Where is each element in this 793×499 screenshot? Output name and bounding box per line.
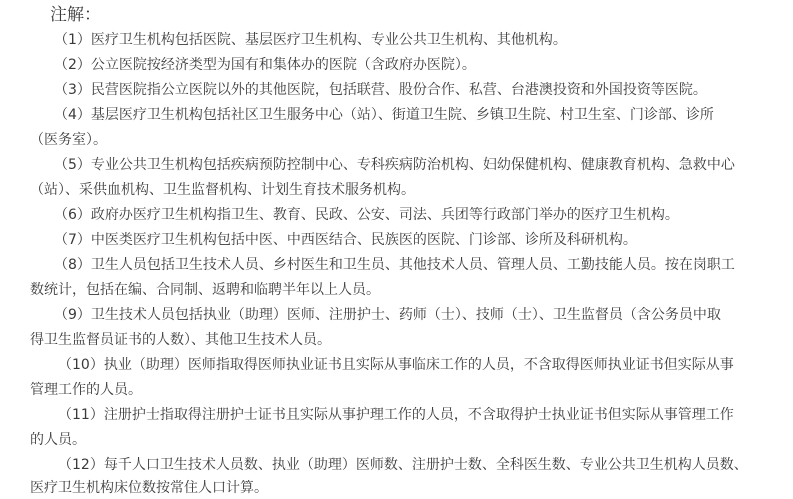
note-2-line-1: （2）公立医院按经济类型为国有和集体办的医院（含政府办医院）。: [54, 57, 476, 73]
note-10-line-2: 管理工作的人员。: [30, 382, 142, 398]
note-6-line-1: （6）政府办医疗卫生机构指卫生、教育、民政、公安、司法、兵团等行政部门举办的医疗卫生机构。: [54, 207, 679, 223]
note-1-line-1: （1）医疗卫生机构包括医院、基层医疗卫生机构、专业公共卫生机构、其他机构。: [54, 32, 567, 48]
note-12-line-1: （12）每千人口卫生技术人员数、执业（助理）医师数、注册护士数、全科医生数、专业公共卫生机构人员数、: [58, 457, 748, 473]
page-title: 注解：: [50, 5, 101, 25]
note-9-line-2: 得卫生监督员证书的人数）、其他卫生技术人员。: [30, 332, 331, 348]
note-12-line-2: 医疗卫生机构床位数按常住人口计算。: [30, 480, 268, 496]
note-11-line-1: （11）注册护士指取得注册护士证书且实际从事护理工作的人员，不含取得护士执业证书但实际从事管理工作: [58, 407, 734, 423]
note-8-line-1: （8）卫生人员包括卫生技术人员、乡村医生和卫生员、其他技术人员、管理人员、工勤技能人员。按在岗职工: [54, 257, 735, 273]
note-4-line-2: （医务室）。: [30, 132, 107, 148]
note-9-line-1: （9）卫生技术人员包括执业（助理）医师、注册护士、药师（士）、技师（士）、卫生监督员（含公务员中取: [54, 307, 721, 323]
note-4-line-1: （4）基层医疗卫生机构包括社区卫生服务中心（站）、街道卫生院、乡镇卫生院、村卫生室、门诊部、诊所: [54, 107, 714, 123]
note-11-line-2: 的人员。: [30, 432, 86, 448]
note-7-line-1: （7）中医类医疗卫生机构包括中医、中西医结合、民族医的医院、门诊部、诊所及科研机构。: [54, 232, 637, 248]
note-5-line-2: （站）、采供血机构、卫生监督机构、计划生育技术服务机构。: [30, 182, 415, 198]
note-5-line-1: （5）专业公共卫生机构包括疾病预防控制中心、专科疾病防治机构、妇幼保健机构、健康教育机构、急救中心: [54, 157, 735, 173]
note-10-line-1: （10）执业（助理）医师指取得医师执业证书且实际从事临床工作的人员，不含取得医师执业证书但实际从事: [58, 357, 734, 373]
note-3-line-1: （3）民营医院指公立医院以外的其他医院，包括联营、股份合作、私营、台港澳投资和外国投资等医院。: [54, 82, 707, 98]
note-8-line-2: 数统计，包括在编、合同制、返聘和临聘半年以上人员。: [30, 282, 380, 298]
